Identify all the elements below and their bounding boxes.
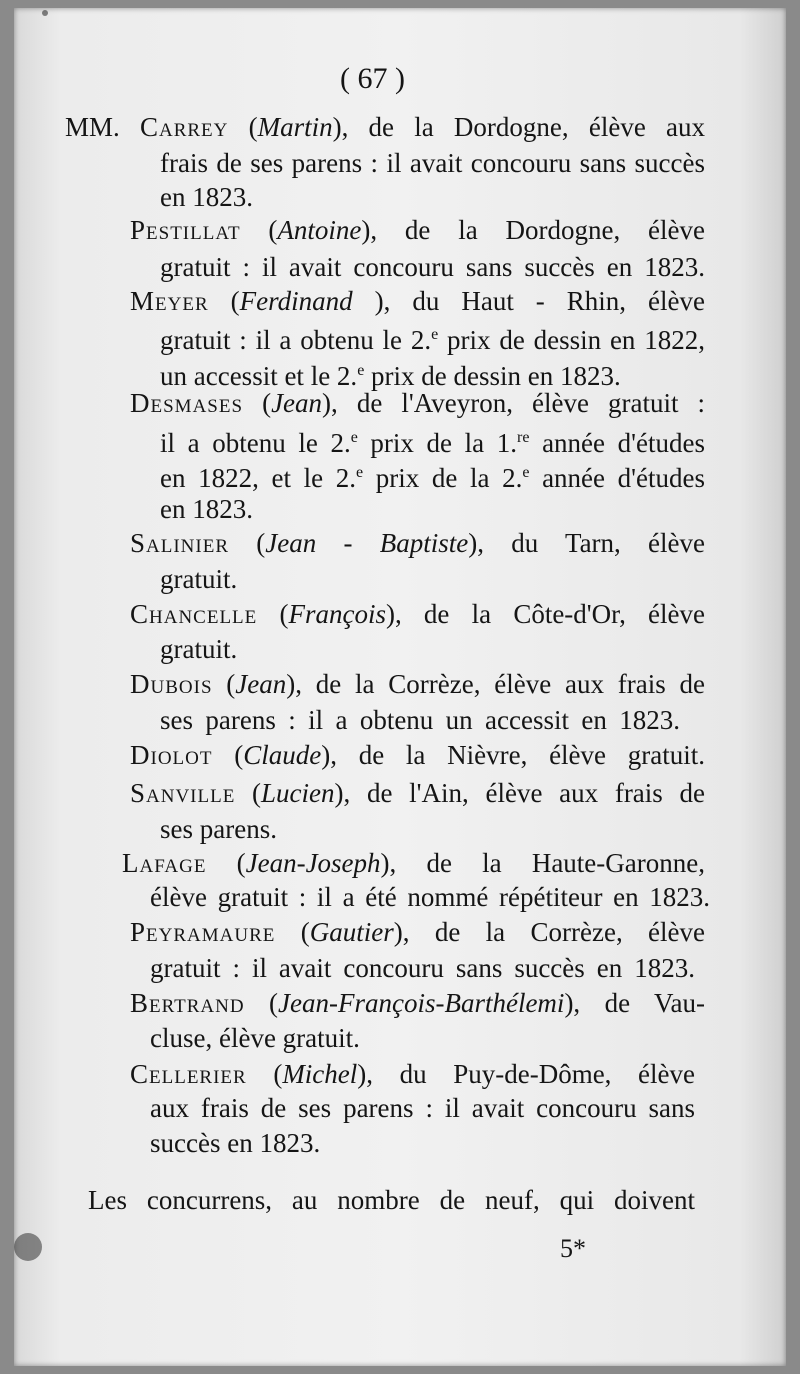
text-line	[160, 250, 705, 284]
student-name: Chancelle	[130, 599, 258, 629]
line-text: élève gratuit : il a été nommé répétiteur en 1823.	[150, 882, 710, 912]
student-name: Peyramaure	[130, 917, 276, 947]
text-line	[150, 951, 695, 985]
student-name: Cellerier	[130, 1059, 247, 1089]
line-text: aux frais de ses parens : il avait concouru sans	[150, 1093, 695, 1123]
first-name: Ferdinand	[239, 286, 353, 316]
student-name: Sanville	[130, 778, 236, 808]
line-text: cluse, élève gratuit.	[150, 1023, 360, 1053]
text-line	[160, 703, 680, 737]
first-name: Lucien	[261, 778, 335, 808]
line-text: (	[206, 848, 246, 878]
line-text: il a obtenu le 2.	[160, 428, 351, 458]
text-line	[65, 110, 705, 144]
text-line	[160, 562, 237, 596]
text-line	[160, 632, 237, 666]
line-text: prix de dessin en 1823.	[364, 361, 621, 391]
student-name: Desmases	[130, 388, 244, 418]
line-text: ), de la Dordogne, élève aux	[332, 112, 706, 142]
student-name: Lafage	[122, 848, 207, 878]
line-text: (	[244, 988, 279, 1018]
line-text: (	[246, 1059, 283, 1089]
student-name: Dubois	[130, 669, 213, 699]
text-line	[122, 846, 705, 880]
text-line	[130, 915, 705, 949]
first-name: Martin	[257, 112, 333, 142]
line-text: (	[243, 388, 272, 418]
line-text: e	[522, 464, 530, 481]
text-line	[150, 1091, 695, 1125]
line-text: prix de la 2.	[363, 463, 523, 493]
line-text: ), de la Côte-d'Or, élève	[385, 599, 705, 629]
text-line	[130, 386, 705, 420]
line-text: ), du Haut - Rhin, élève	[352, 286, 705, 316]
line-text: (	[275, 917, 310, 947]
line-text: succès en 1823.	[150, 1128, 321, 1158]
text-line	[150, 1021, 360, 1055]
text-line	[130, 1057, 695, 1091]
line-text: e	[350, 429, 358, 446]
line-text: en 1822, et le 2.	[160, 463, 356, 493]
line-text: e	[431, 326, 439, 343]
line-text: MM.	[65, 112, 140, 142]
first-name: Jean	[235, 669, 287, 699]
line-text: ), du Tarn, élève	[468, 528, 705, 558]
first-name: Claude	[243, 740, 322, 770]
line-text: ), de l'Ain, élève aux frais de	[334, 778, 705, 808]
line-text: ), de la Corrèze, élève	[393, 917, 706, 947]
line-text: (	[235, 778, 262, 808]
first-name: Jean-François-Barthélemi	[278, 988, 565, 1018]
text-line	[130, 597, 705, 631]
line-text: gratuit.	[160, 564, 238, 594]
line-text: gratuit : il avait concouru sans succès en 1823.	[160, 252, 705, 282]
first-name: Michel	[282, 1059, 358, 1089]
text-line	[160, 318, 705, 357]
text-line	[130, 986, 705, 1020]
line-text: en 1823.	[160, 494, 253, 524]
line-text: ses parens.	[160, 814, 277, 844]
text-line	[130, 738, 705, 772]
page-number: ( 67 )	[340, 62, 405, 95]
text-line	[130, 526, 705, 560]
line-text: (	[228, 112, 258, 142]
student-name: Pestillat	[130, 215, 241, 245]
line-text: (	[257, 599, 289, 629]
text-line	[130, 776, 705, 810]
line-text: (	[212, 740, 244, 770]
first-name: Jean	[271, 388, 323, 418]
line-text: Les concurrens, au nombre de neuf, qui doivent	[88, 1185, 695, 1215]
line-text: gratuit : il a obtenu le 2.	[160, 325, 432, 355]
text-line	[88, 1183, 695, 1217]
line-text: gratuit : il avait concouru sans succès en 1823.	[150, 953, 695, 983]
line-text: gratuit.	[160, 634, 238, 664]
line-text: année d'études	[529, 463, 705, 493]
line-text: ), de la Corrèze, élève aux frais de	[286, 669, 705, 699]
text-line	[160, 812, 277, 846]
line-text: ), de l'Aveyron, élève gratuit :	[322, 388, 706, 418]
student-name: Meyer	[130, 286, 209, 316]
text-line	[160, 492, 253, 526]
first-name: Antoine	[277, 215, 362, 245]
line-text: ), de la Haute-Garonne,	[380, 848, 705, 878]
line-text: e	[357, 362, 365, 379]
line-text: un accessit et le 2.	[160, 361, 358, 391]
text-line	[160, 456, 705, 495]
line-text: ses parens : il a obtenu un accessit en 1823.	[160, 705, 680, 735]
first-name: Gautier	[309, 917, 394, 947]
line-text: ), du Puy-de-Dôme, élève	[357, 1059, 695, 1089]
line-text: prix de la 1.	[357, 428, 518, 458]
line-text: (	[229, 528, 266, 558]
student-name: Bertrand	[130, 988, 245, 1018]
line-text: ), de la Nièvre, élève gratuit.	[321, 740, 705, 770]
line-text: prix de dessin en 1822,	[438, 325, 705, 355]
line-text: (	[208, 286, 240, 316]
first-name: Jean-Joseph	[245, 848, 381, 878]
student-name: Diolot	[130, 740, 213, 770]
line-text: (	[240, 215, 278, 245]
text-line	[160, 146, 705, 180]
text-line	[130, 667, 705, 701]
first-name: François	[288, 599, 386, 629]
line-text: frais de ses parens : il avait concouru sans succès	[160, 148, 705, 178]
line-text: année d'études	[529, 428, 705, 458]
student-name: Salinier	[130, 528, 229, 558]
line-text: e	[355, 464, 364, 481]
text-line	[160, 180, 253, 214]
text-line	[130, 213, 705, 247]
line-text: en 1823.	[160, 182, 253, 212]
text-line	[150, 1126, 320, 1160]
text-line	[150, 880, 710, 914]
text-line	[160, 421, 705, 460]
signature-mark: 5*	[560, 1234, 586, 1263]
text-line	[130, 284, 705, 318]
first-name: Jean - Baptiste	[265, 528, 469, 558]
line-text: re	[517, 429, 530, 446]
line-text: (	[212, 669, 236, 699]
line-text: ), de Vau-	[564, 988, 705, 1018]
line-text: ), de la Dordogne, élève	[361, 215, 705, 245]
student-name: Carrey	[139, 112, 229, 142]
